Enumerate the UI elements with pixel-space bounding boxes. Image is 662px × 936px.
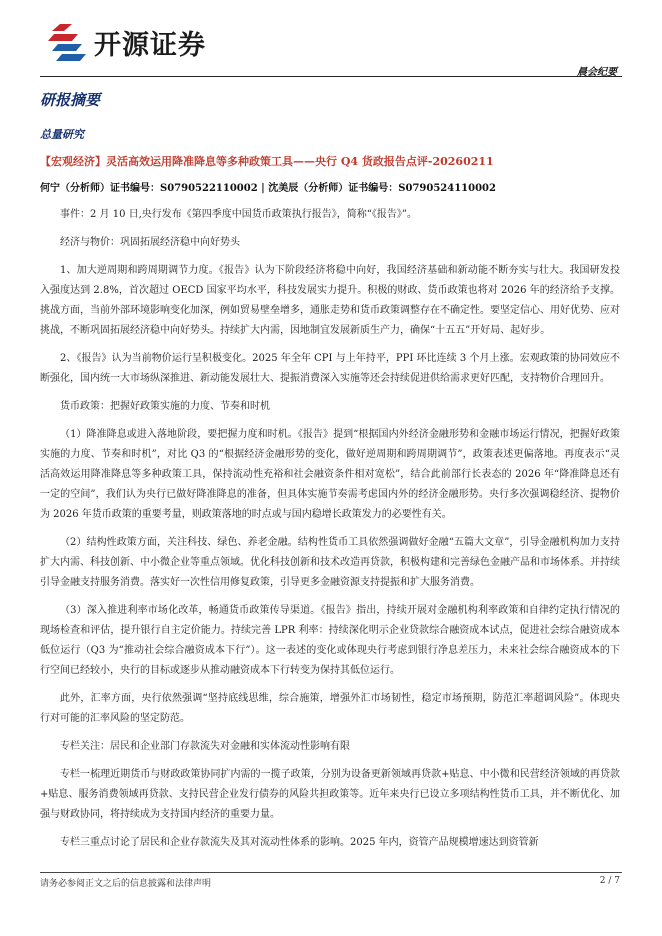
paragraph-heading-column: 专栏关注：居民和企业部门存款流失对金融和实体流动性影响有限 — [60, 741, 350, 752]
page-number: 2 / 7 — [599, 876, 620, 886]
footer-disclaimer: 请务必参阅正文之后的信息披露和法律声明 — [40, 879, 212, 889]
analyst-line: 何宁（分析师）证书编号：S0790522110002 | 沈美辰（分析师）证书编号：S0790524110002 — [40, 183, 496, 194]
brand-name: 开源证券 — [94, 29, 206, 61]
report-body — [40, 205, 620, 861]
report-title: 【宏观经济】灵活高效运用降准降息等多种政策工具——央行 Q4 货政报告点评-20260211 — [40, 155, 494, 168]
header-tag: 晨会纪要 — [577, 67, 617, 78]
paragraph-monetary-1: （1）降准降息或进入落地阶段，要把握力度和时机。《报告》提到“根据国内外经济金融形势和金融市场运行情况，把握好政策实施的力度、节奏和时机”，对比 Q3 的“根据经济金融形势的变化，做好逆周期和跨周期调节”，政策表述更偏落地。再度表示“灵活高效运用降准降息等多种政策工具，保持流动性充裕和社会融资条件相对宽松”，结合此前部行长表态的 2026 年“降准降息还有一定的空间”，我们认为央行已做好降准降息的准备，但具体实施节奏需考虑国内外的经济金融形势。央行多次强调稳经济、提物价为 2026 年货币政策的重要考量，则政策落地的时点或与国内稳增长政策发力的必要性有关。 — [40, 429, 620, 520]
paragraph-economy-2: 2、《报告》认为当前物价运行呈积极变化。2025 年全年 CPI 与上年持平，PPI 环比连续 3 个月上涨。宏观政策的协同效应不断强化，国内统一大市场纵深推进、新动能发展壮大、提振消费深入实施等还会持续促进供给需求更好匹配，支持物价合理回升。 — [40, 353, 620, 384]
paragraph-column-1: 专栏一梳理近期货币与财政政策协同扩内需的一揽子政策，分别为设备更新领域再贷款+贴息、中小微和民营经济领域的再贷款+贴息、服务消费领域再贷款、支持民营企业发行债券的风险共担政策等。近年来央行已设立多项结构性货币工具，并不断优化、加强与财政协同，将持续成为支持国内经济的重要力量。 — [40, 769, 620, 820]
paragraph-heading-economy: 经济与物价：巩固拓展经济稳中向好势头 — [60, 237, 240, 248]
paragraph-column-3: 专栏三重点讨论了居民和企业存款流失及其对流动性体系的影响。2025 年内，资管产品规模增速达到资管新 — [60, 837, 539, 848]
section-title: 研报摘要 — [40, 91, 101, 109]
paragraph-economy-1: 1、加大逆周期和跨周期调节力度。《报告》认为下阶段经济将稳中向好，我国经济基础和新动能不断夯实与壮大。我国研发投入强度达到 2.8%，首次超过 OECD 国家平均水平，科技发展实力提升。积极的财政、货币政策也将对 2026 年的经济给予支撑。挑战方面，当前外部环境影响变化加深，例如贸易壁垒增多，通胀走势和货币政策调整存在不确定性。要坚定信心、用好优势、应对挑战，不断巩固拓展经济稳中向好势头。持续扩大内需，因地制宜发展新质生产力，确保“十五五”开好局、起好步。 — [40, 265, 620, 336]
sub-section-title: 总量研究 — [40, 128, 84, 141]
paragraph-event: 事件：2 月 10 日,央行发布《第四季度中国货币政策执行报告》，简称“《报告》”。 — [60, 209, 418, 220]
paragraph-monetary-3: （3）深入推进利率市场化改革，畅通货币政策传导渠道。《报告》指出，持续开展对金融机构利率政策和自律约定执行情况的现场检查和评估，提升银行自主定价能力。持续完善 LPR 利率：持续深化明示企业贷款综合融资成本试点，促进社会综合融资成本低位运行（Q3 为“推动社会综合融资成本下行”）。这一表述的变化或体现央行考虑到银行净息差压力，未来社会综合融资成本的下行空间已经较小，央行的目标或逐步从推动融资成本下行转变为保持其低位运行。 — [40, 605, 620, 676]
company-logo — [48, 20, 206, 64]
paragraph-monetary-2: （2）结构性政策方面，关注科技、绿色、养老金融。结构性货币工具依然强调做好金融“五篇大文章”，引导金融机构加力支持扩大内需、科技创新、中小微企业等重点领域。优化科技创新和技术改造再贷款，积极构建和完善绿色金融产品和市场体系。并持续引导金融支持服务消费。落实好一次性信用修复政策，引导更多金融资源支持提振和扩大服务消费。 — [40, 537, 620, 588]
footer-divider — [40, 872, 622, 873]
logo-mark-icon — [48, 22, 88, 62]
paragraph-heading-monetary: 货币政策：把握好政策实施的力度、节奏和时机 — [60, 401, 270, 412]
header-divider — [40, 76, 622, 77]
paragraph-fx: 此外，汇率方面，央行依然强调“坚持底线思维，综合施策，增强外汇市场韧性，稳定市场预期，防范汇率超调风险”。体现央行对可能的汇率风险的坚定防范。 — [40, 693, 620, 724]
